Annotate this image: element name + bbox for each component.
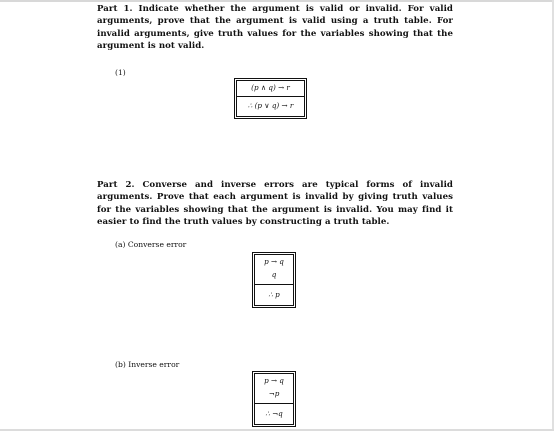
top-border	[0, 0, 554, 2]
premise-b2: ¬p	[268, 389, 280, 398]
argument-box-1	[236, 80, 305, 117]
premise-1: (p ∧ q) → r	[251, 83, 290, 92]
argument-box-converse	[254, 254, 294, 306]
conclusion-1: ∴ (p ∨ q) → r	[247, 101, 294, 110]
converse-error-label: (a) Converse error	[115, 240, 187, 249]
inverse-error-label: (b) Inverse error	[115, 360, 180, 369]
premise-a2: q	[271, 270, 277, 279]
argument-divider	[255, 284, 293, 285]
premise-a1: p → q	[264, 257, 284, 266]
item-1-label: (1)	[115, 68, 126, 77]
argument-divider	[255, 403, 293, 404]
premise-b1: p → q	[264, 376, 284, 385]
part2-instructions: Part 2. Converse and inverse errors are typical forms of invalid arguments. Prove that each argument is invalid by giving truth values for the variables showing that the argument is invalid. You may find it easier to find the truth values by constructing a truth table.	[97, 180, 453, 228]
conclusion-a: ∴ p	[268, 290, 280, 299]
argument-divider	[237, 96, 304, 97]
conclusion-b: ∴ ¬q	[265, 409, 283, 418]
argument-box-inverse	[254, 373, 294, 425]
part1-instructions: Part 1. Indicate whether the argument is valid or invalid. For valid arguments, prove that the argument is valid using a truth table. For invalid arguments, give truth values for the variables showing that the argument is not valid.	[97, 4, 453, 52]
